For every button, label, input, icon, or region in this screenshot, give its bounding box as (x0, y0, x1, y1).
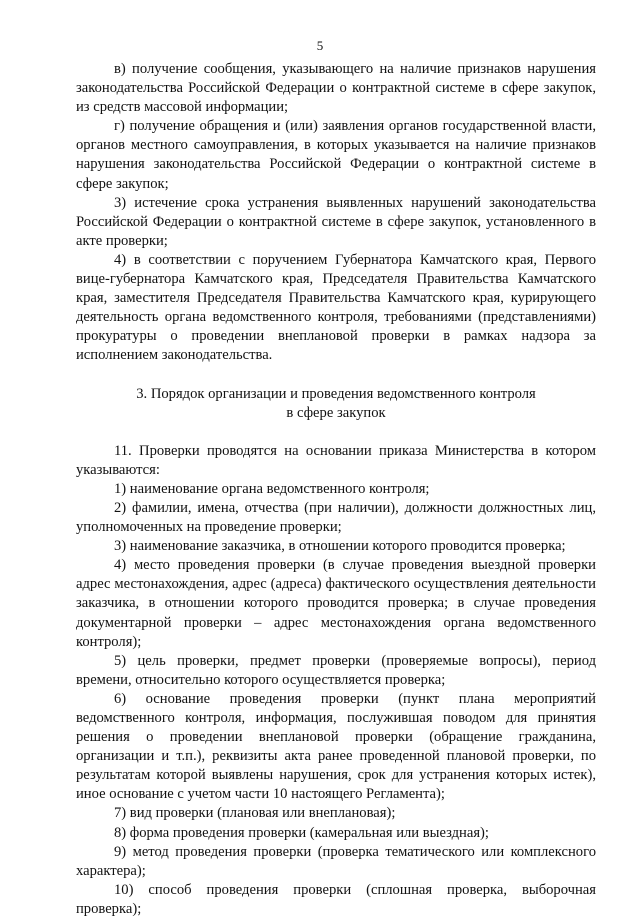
section-heading (76, 385, 596, 423)
paragraph-item-3: 3) истечение срока устранения выявленных нарушений законодательства Российской Федерации о контрактной системе в сфере закупок, установленного в акте проверки; (76, 194, 596, 249)
paragraph-item-v: в) получение сообщения, указывающего на наличие признаков нарушения законодательства Российской Федерации о контрактной системе в сфере закупок, из средств массовой информации; (76, 61, 596, 116)
section-heading-line-2: в сфере закупок (286, 404, 386, 421)
section-heading-line-1: 3. Порядок организации и проведения ведомственного контроля (136, 385, 536, 402)
paragraph-item-g: г) получение обращения и (или) заявления органов государственной власти, органов местного самоуправления, в которых указывается на наличие признаков нарушения законодательства Российской Федерации о контрактной системе в сфере закупок; (76, 118, 596, 192)
page-number: 5 (316, 38, 324, 53)
paragraph-clause-11: 11. Проверки проводятся на основании приказа Министерства в котором указываются: (76, 442, 596, 478)
list-item-6: 6) основание проведения проверки (пункт плана мероприятий ведомственного контроля, информация, послужившая поводом для принятия решения о проведении внеплановой проверки (обращение гражданина, организации и т.п.), реквизиты акта ранее проведенной плановой проверки, по результатам которой выявлены нарушения, срок для устранения которых истек), иное основание с учетом части 10 настоящего Регламента); (76, 690, 596, 803)
list-item-7: 7) вид проверки (плановая или внеплановая); (114, 805, 396, 822)
list-item-1: 1) наименование органа ведомственного контроля; (114, 480, 430, 497)
list-item-9: 9) метод проведения проверки (проверка тематического или комплексного характера); (76, 843, 596, 879)
list-item-8: 8) форма проведения проверки (камеральная или выездная); (114, 824, 489, 841)
list-item-4: 4) место проведения проверки (в случае проведения выездной проверки адрес местонахождения, адрес (адреса) фактического осуществления деятельности заказчика, в отношении которого проводится проверка; в случае проведения документарной проверки – адрес местонахождения органа ведомственного контроля); (76, 557, 596, 650)
page-body (76, 60, 596, 919)
paragraph-item-4: 4) в соответствии с поручением Губернатора Камчатского края, Первого вице-губернатора Камчатского края, Председателя Правительства Камчатского края, заместителя Председателя Правительства Камчатского края, курирующего деятельность органа ведомственного контроля, требованиями (представлениями) прокуратуры о проведении внеплановой проверки в рамках надзора за исполнением законодательства. (76, 251, 596, 364)
list-item-2: 2) фамилии, имена, отчества (при наличии), должности должностных лиц, уполномоченных на проведение проверки; (76, 499, 596, 536)
list-item-3: 3) наименование заказчика, в отношении которого проводится проверка; (114, 538, 566, 555)
list-item-10: 10) способ проведения проверки (сплошная проверка, выборочная проверка); (76, 881, 596, 917)
list-item-5: 5) цель проверки, предмет проверки (проверяемые вопросы), период времени, относительно которого осуществляется проверка; (76, 652, 596, 688)
